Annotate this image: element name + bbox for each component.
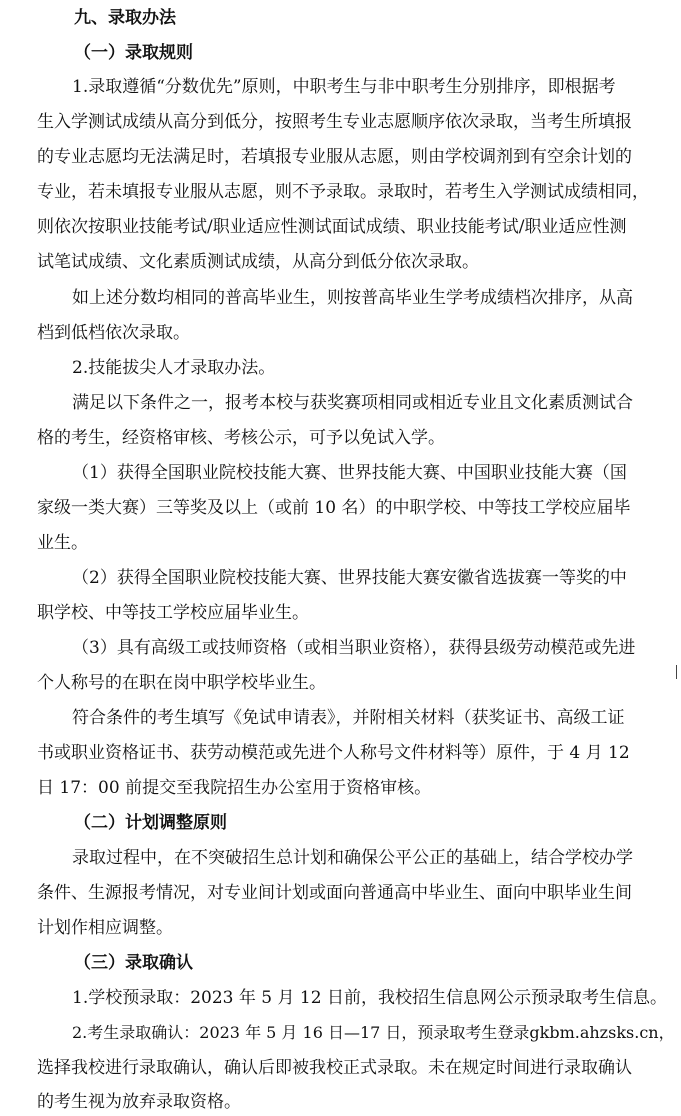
paragraph-line: 选择我校进行录取确认，确认后即被我校正式录取。未在规定时间进行录取确认 <box>37 1058 632 1078</box>
paragraph-line: 则依次按职业技能考试/职业适应性测试面试成绩、职业技能考试/职业适应性测 <box>37 217 627 237</box>
paragraph-line: 录取过程中，在不突破招生总计划和确保公平公正的基础上，结合学校办学 <box>72 848 633 868</box>
paragraph-line: 生入学测试成绩从高分到低分，按照考生专业志愿顺序依次录取，当考生所填报 <box>37 112 632 132</box>
paragraph-line: 档到低档依次录取。 <box>37 323 190 343</box>
paragraph-line: 条件、生源报考情况，对专业间计划或面向普通高中毕业生、面向中职毕业生间 <box>37 883 632 903</box>
paragraph-line: 书或职业资格证书、获劳动模范或先进个人称号文件材料等）原件，于 4 月 12 <box>37 743 630 763</box>
paragraph-line: （2）获得全国职业院校技能大赛、世界技能大赛安徽省选拔赛一等奖的中 <box>72 568 627 588</box>
paragraph-line: （3）具有高级工或技师资格（或相当职业资格），获得县级劳动模范或先进 <box>72 638 636 658</box>
paragraph-line: 业生。 <box>37 533 88 553</box>
paragraph-line: 的考生视为放弃录取资格。 <box>37 1092 241 1112</box>
subsection-title-admission-confirmation: （三）录取确认 <box>74 953 193 973</box>
paragraph-line: 的专业志愿均无法满足时，若填报专业服从志愿，则由学校调剂到有空余计划的 <box>37 147 632 167</box>
paragraph-line: 职学校、中等技工学校应届毕业生。 <box>37 603 309 623</box>
paragraph-line: 格的考生，经资格审核、考核公示，可予以免试入学。 <box>37 428 445 448</box>
paragraph-line: 试笔试成绩、文化素质测试成绩，从高分到低分依次录取。 <box>37 252 479 272</box>
subsection-title-admission-rules: （一）录取规则 <box>74 43 193 63</box>
paragraph-line: 日 17：00 前提交至我院招生办公室用于资格审核。 <box>37 778 432 798</box>
paragraph-line: 专业，若未填报专业服从志愿，则不予录取。录取时，若考生入学测试成绩相同， <box>37 182 649 202</box>
text-cursor-mark <box>676 665 677 679</box>
rule-2-title: 2.技能拔尖人才录取办法。 <box>72 358 276 378</box>
paragraph-line: （1）获得全国职业院校技能大赛、世界技能大赛、中国职业技能大赛（国 <box>72 463 627 483</box>
paragraph-line: 2.考生录取确认：2023 年 5 月 16 日—17 日，预录取考生登录gkbm.ahzsks.cn， <box>72 1023 675 1042</box>
paragraph-line: 1.录取遵循“分数优先”原则，中职考生与非中职考生分别排序，即根据考 <box>72 77 616 97</box>
paragraph-line: 如上述分数均相同的普高毕业生，则按普高毕业生学考成绩档次排序，从高 <box>72 288 633 308</box>
paragraph-line: 符合条件的考生填写《免试申请表》，并附相关材料（获奖证书、高级工证 <box>72 708 625 728</box>
confirmation-item-1: 1.学校预录取：2023 年 5 月 12 日前，我校招生信息网公示预录取考生信息。 <box>72 988 667 1008</box>
paragraph-line: 满足以下条件之一，报考本校与获奖赛项相同或相近专业且文化素质测试合 <box>72 393 633 413</box>
paragraph-line: 个人称号的在职在岗中职学校毕业生。 <box>37 673 326 693</box>
paragraph-line: 计划作相应调整。 <box>37 918 173 938</box>
section-title: 九、录取办法 <box>74 8 176 28</box>
paragraph-line: 家级一类大赛）三等奖及以上（或前 10 名）的中职学校、中等技工学校应届毕 <box>37 498 631 518</box>
subsection-title-plan-adjustment: （二）计划调整原则 <box>74 813 227 833</box>
